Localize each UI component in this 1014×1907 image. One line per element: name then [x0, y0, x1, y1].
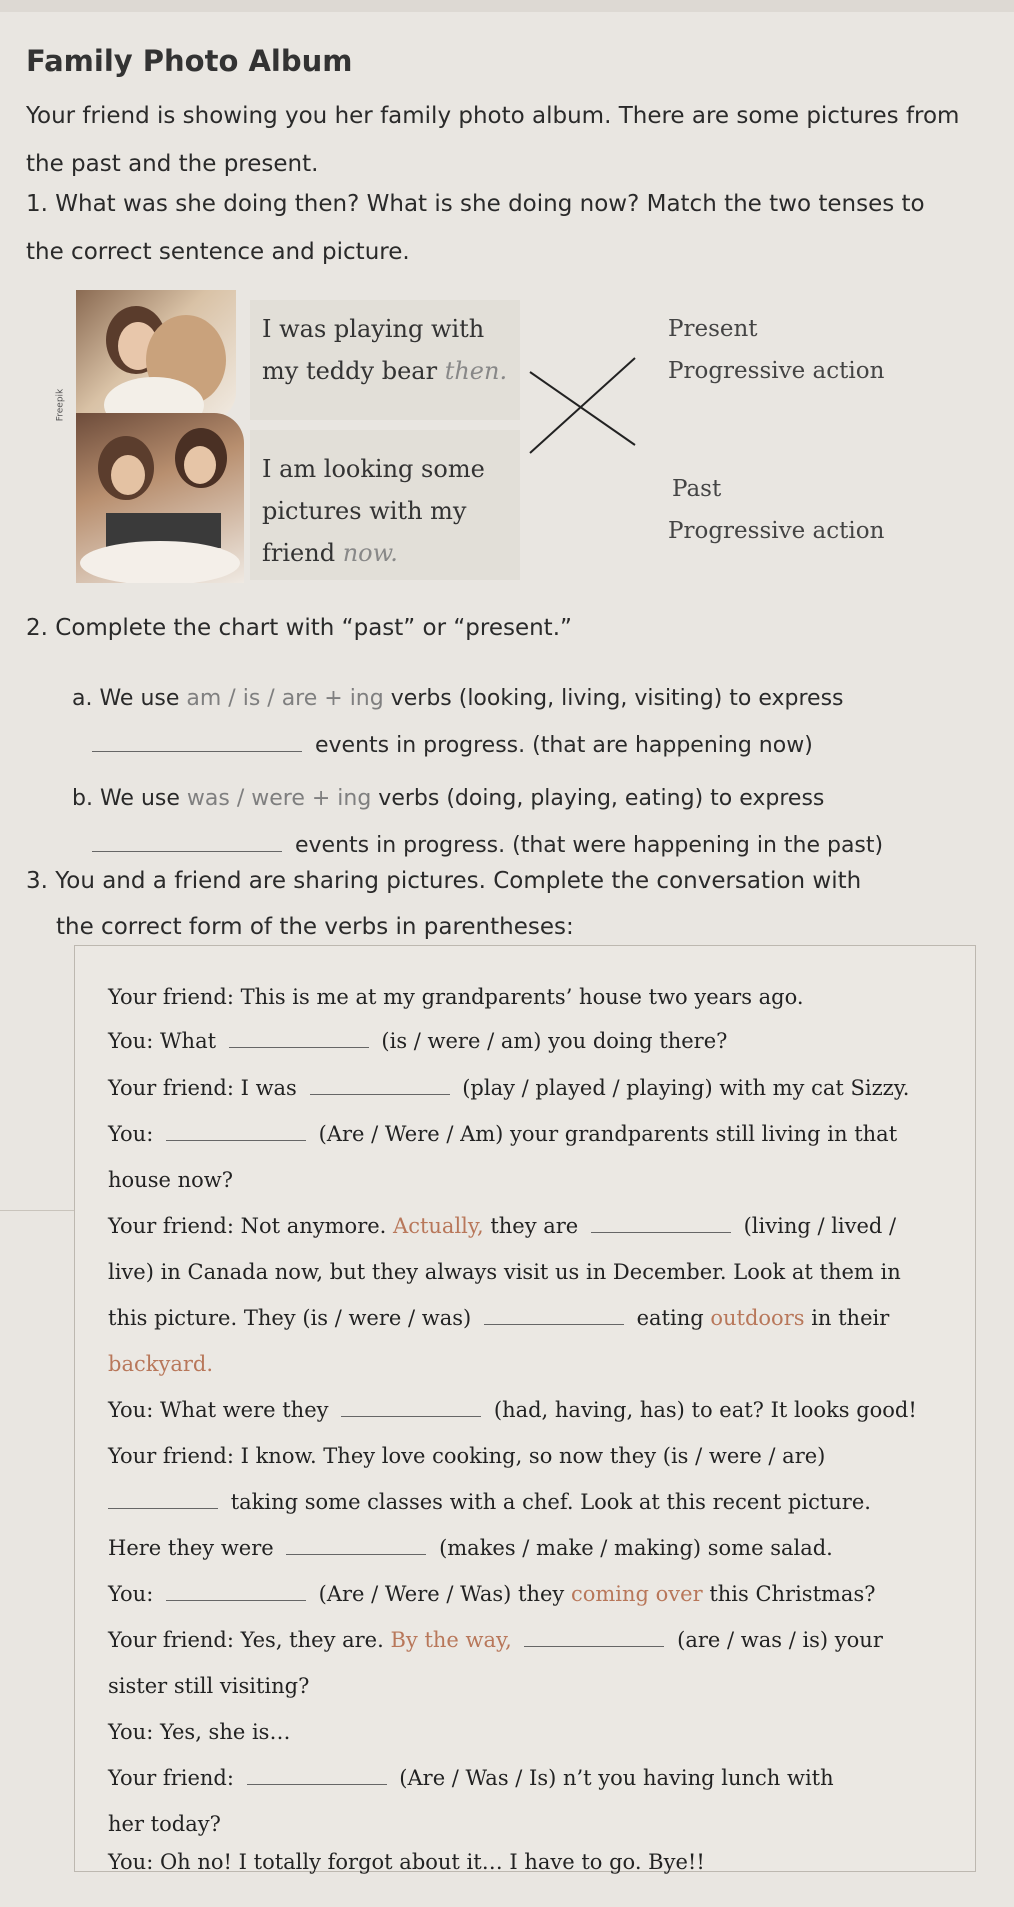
q2a-suffix: verbs (looking, living, visiting) to express: [390, 686, 844, 711]
dialogue-line-4: [108, 1112, 948, 1156]
dialogue-line-17: You: Yes, she is…: [108, 1720, 291, 1744]
dialogue-line-15: [108, 1618, 948, 1662]
answer-blank-2[interactable]: [310, 1076, 450, 1095]
dialogue-l12: taking some classes with a chef. Look at this recent picture.: [230, 1490, 871, 1514]
answer-blank-1[interactable]: [229, 1029, 369, 1048]
question-2: 2. Complete the chart with “past” or “present.”: [26, 615, 572, 641]
tense-past-line1: Past: [672, 476, 722, 502]
q2b-blank[interactable]: [92, 833, 282, 852]
dialogue-l4a: You:: [108, 1122, 154, 1146]
dialogue-l15b: (are / was / is) your: [677, 1628, 883, 1652]
dialogue-l8b: eating: [636, 1306, 704, 1330]
dialogue-line-1: Your friend: This is me at my grandparents’ house two years ago.: [108, 985, 804, 1009]
dialogue-l18a: Your friend:: [108, 1766, 234, 1790]
tense-past: [668, 468, 884, 552]
q2a-line2: events in progress. (that are happening now): [315, 733, 813, 758]
dialogue-line-12: [108, 1480, 948, 1524]
sentence-2-line2: pictures with my: [262, 497, 467, 525]
sentence-1: [262, 308, 507, 392]
now-word: now.: [342, 539, 398, 567]
top-strip: [0, 0, 1014, 12]
dialogue-l6c: (living / lived /: [743, 1214, 897, 1238]
q2a-blank[interactable]: [92, 733, 302, 752]
sentence-2: [262, 448, 485, 574]
dialogue-l2a: You: What: [108, 1029, 217, 1053]
tense-past-line2: Progressive action: [668, 518, 885, 544]
tense-present: [668, 308, 884, 392]
dialogue-l8a: this picture. They (is / were / was): [108, 1306, 472, 1330]
answer-blank-6[interactable]: [341, 1398, 481, 1417]
dialogue-line-7: live) in Canada now, but they always visit us in December. Look at them in: [108, 1260, 901, 1284]
tense-present-line1: Present: [668, 316, 758, 342]
q2b-suffix: verbs (doing, playing, eating) to express: [378, 786, 825, 811]
dialogue-l6a: Your friend: Not anymore.: [108, 1214, 387, 1238]
answer-blank-9[interactable]: [166, 1582, 306, 1601]
question-2b: [72, 775, 952, 869]
dialogue-l3a: Your friend: I was: [108, 1076, 297, 1100]
dialogue-l14c: this Christmas?: [709, 1582, 876, 1606]
q2a-prefix: a. We use: [72, 686, 180, 711]
q3-text: 3. You and a friend are sharing pictures. Complete the conversation with: [26, 868, 862, 894]
q2b-prefix: b. We use: [72, 786, 180, 811]
q2a-highlight: am / is / are + ing: [186, 686, 384, 711]
dialogue-l13a: Here they were: [108, 1536, 274, 1560]
question-2a: [72, 675, 952, 769]
dialogue-line-9: backyard.: [108, 1352, 213, 1376]
dialogue-l15a: Your friend: Yes, they are.: [108, 1628, 384, 1652]
answer-blank-11[interactable]: [247, 1766, 387, 1785]
dialogue-l13b: (makes / make / making) some salad.: [439, 1536, 833, 1560]
dialogue-line-16: sister still visiting?: [108, 1674, 310, 1698]
photo-girls-album: [76, 413, 244, 583]
dialogue-l6-accent: Actually,: [393, 1214, 484, 1238]
question-1: [26, 180, 966, 276]
dialogue-l8-accent: outdoors: [710, 1306, 805, 1330]
dialogue-l10a: You: What were they: [108, 1398, 329, 1422]
sentence-2-line1: I am looking some: [262, 455, 485, 483]
q2b-highlight: was / were + ing: [186, 786, 372, 811]
dialogue-l14b: (Are / Were / Was) they: [318, 1582, 565, 1606]
dialogue-line-19: her today?: [108, 1812, 221, 1836]
photo-credit: Freepik: [55, 388, 66, 422]
answer-blank-7[interactable]: [108, 1490, 218, 1509]
dialogue-l18b: (Are / Was / Is) n’t you having lunch with: [399, 1766, 834, 1790]
then-word: then.: [444, 357, 508, 385]
dialogue-line-2: [108, 1019, 948, 1063]
intro-text: Your friend is showing you her family photo album. There are some pictures from the past and the present.: [26, 103, 960, 177]
answer-blank-4[interactable]: [591, 1214, 731, 1233]
dialogue-line-20: You: Oh no! I totally forgot about it… I have to go. Bye!!: [108, 1850, 705, 1874]
q2b-line2: events in progress. (that were happening in the past): [295, 833, 884, 858]
dialogue-l14a: You:: [108, 1582, 154, 1606]
question-3: [26, 858, 956, 950]
dialogue-line-11: Your friend: I know. They love cooking, so now they (is / were / are): [108, 1444, 826, 1468]
answer-blank-5[interactable]: [484, 1306, 624, 1325]
answer-blank-3[interactable]: [166, 1122, 306, 1141]
dialogue-l10b: (had, having, has) to eat? It looks good!: [493, 1398, 917, 1422]
sentence-2-line3: friend: [262, 539, 336, 567]
dialogue-l2b: (is / were / am) you doing there?: [381, 1029, 728, 1053]
dialogue-l14-accent: coming over: [570, 1582, 703, 1606]
q1-number: 1.: [26, 191, 48, 217]
dialogue-line-13: [108, 1526, 948, 1570]
dialogue-l8c: in their: [811, 1306, 890, 1330]
dialogue-line-14: [108, 1572, 948, 1616]
dialogue-l15-accent: By the way,: [390, 1628, 512, 1652]
sentence-1-line1: I was playing with: [262, 315, 485, 343]
tense-present-line2: Progressive action: [668, 358, 885, 384]
answer-blank-10[interactable]: [524, 1628, 664, 1647]
page-title: Family Photo Album: [26, 44, 353, 78]
dialogue-l4b: (Are / Were / Am) your grandparents still living in that: [318, 1122, 898, 1146]
q3-rest: the correct form of the verbs in parentheses:: [56, 914, 574, 940]
q1-text: What was she doing then? What is she doing now? Match the two tenses to the correct sentence and picture.: [26, 191, 925, 265]
dialogue-line-3: [108, 1066, 948, 1110]
dialogue-line-6: [108, 1204, 948, 1248]
dialogue-line-18: [108, 1756, 948, 1800]
dialogue-l3b: (play / played / playing) with my cat Sizzy.: [462, 1076, 910, 1100]
sentence-1-line2: my teddy bear: [262, 357, 438, 385]
photo-girl-teddy-bear: [76, 290, 236, 422]
matching-lines: [520, 350, 670, 460]
left-edge-line: [0, 1210, 74, 1211]
dialogue-line-8: [108, 1296, 948, 1340]
dialogue-l6b: they are: [490, 1214, 579, 1238]
dialogue-line-5: house now?: [108, 1168, 233, 1192]
answer-blank-8[interactable]: [286, 1536, 426, 1555]
dialogue-line-10: [108, 1388, 948, 1432]
